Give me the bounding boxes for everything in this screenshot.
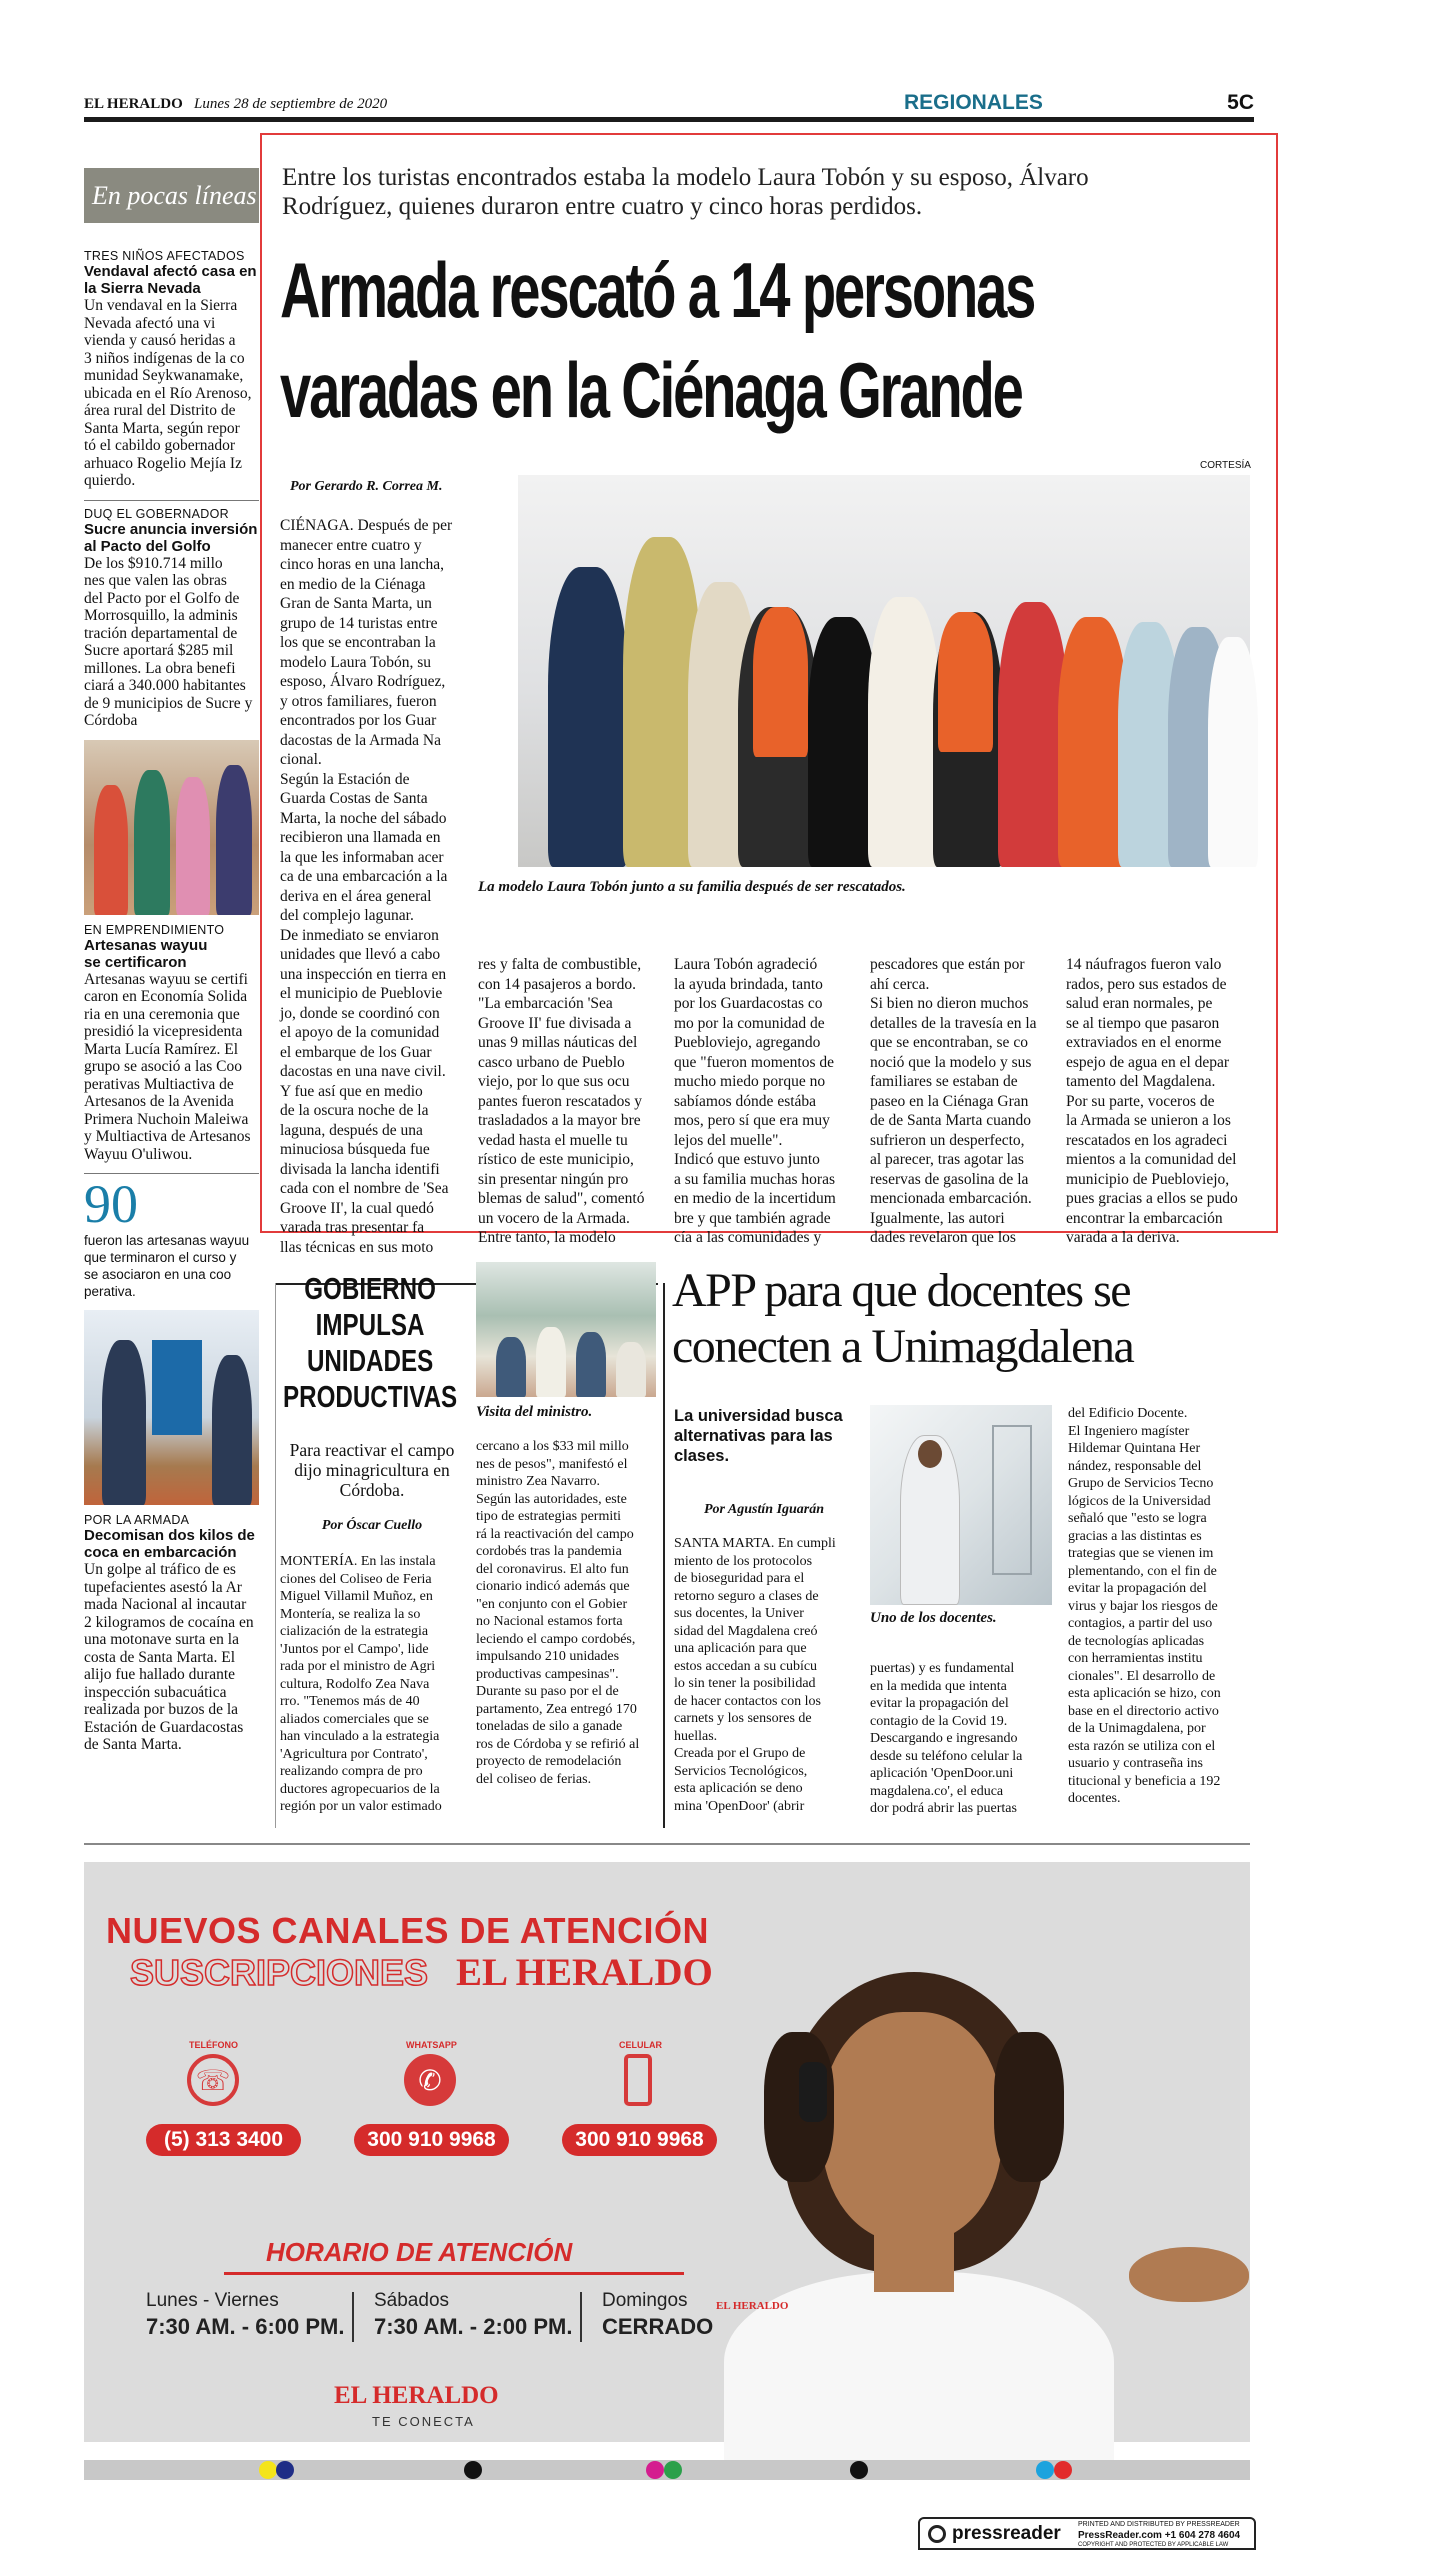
- cell-label: CELULAR: [619, 2040, 662, 2050]
- pressreader-text3: COPYRIGHT AND PROTECTED BY APPLICABLE LAW: [1078, 2542, 1229, 2548]
- hours-day2: Sábados: [374, 2290, 450, 2311]
- side-item3-cat: EN EMPRENDIMIENTO: [84, 922, 225, 937]
- side-item3-body: Artesanas wayuu se certifi caron en Economía Solida ria en una ceremonia que presidió la vicepresidenta Marta Lucía Ramírez. El grupo se asoció a las Coo perativas Multiactiva de Artesanos de la Avenida Primera Nuchoin Maleiwa y Multiactiva de Artesanos Wayuu O'uliwou.: [84, 970, 251, 1163]
- app-col2: puertas) y es fundamental en la medida que intenta evitar la propagación del contagio de la Covid 19. Descargando e ingresando desde su teléfono celular la aplicación 'OpenDoor.uni magdalena.co', el educa dor podrá abrir las puertas: [870, 1661, 1023, 1816]
- subscription-ad: [84, 1862, 1250, 2442]
- header-section: REGIONALES: [904, 91, 1043, 114]
- side-item4-head: Decomisan dos kilos de coca en embarcación: [84, 1527, 255, 1561]
- hours-time3: CERRADO: [602, 2314, 714, 2339]
- app-col3: del Edificio Docente. El Ingeniero magíster Hildemar Quintana Her nández, responsable del Grupo de Servicios Tecno lógicos de la Universidad señaló que "esto se logra gracias a las distintas es trategias que se vienen im plementando, con el fin de evitar la propagación del virus y bajar los riesgos de contagios, a partir del uso de tecnologías aplicadas con herramientas institu cionales". El desarrollo de esta aplicación se hizo, con base en el directorio activo de la Unimagdalena, por esta razón se utiliza con el usuario y contraseña ins titucional y beneficia a 192 docentes.: [1068, 1406, 1221, 1806]
- main-col3: Laura Tobón agradeció la ayuda brindada, tanto por los Guardacostas co mo por la comunidad de Puebloviejo, agregando que "fueron momentos de mucho miedo porque no sabíamos dónde estába mos, pero sí que era muy lejos del muelle". Indicó que estuvo junto a su familia muchas horas en medio de la incertidum bre y que también agrade cía a las comunidades y: [674, 956, 836, 1246]
- pressreader-badge: [918, 2517, 1256, 2550]
- header-paper: EL HERALDO: [84, 96, 183, 112]
- pressreader-text1: PRINTED AND DISTRIBUTED BY PRESSREADER: [1078, 2521, 1240, 2528]
- side-item4-cat: POR LA ARMADA: [84, 1513, 190, 1527]
- pressreader-logo: pressreader: [952, 2523, 1061, 2544]
- side-item1-head: Vendaval afectó casa en la Sierra Nevada: [84, 263, 257, 297]
- phone-number: (5) 313 3400: [146, 2124, 301, 2156]
- pressreader-icon: [928, 2525, 946, 2543]
- app-caption: Uno de los docentes.: [870, 1610, 997, 1626]
- photo-credit: CORTESÍA: [1200, 460, 1251, 471]
- phone-icon: ☏: [187, 2054, 239, 2106]
- gob-col2: cercano a los $33 mil millo nes de pesos", manifestó el ministro Zea Navarro. Según las autoridades, este tipo de estrategias permiti rá la reactivación del campo cordobés tras la pandemia del coronavirus. El alto fun cionario indicó además que "en conjunto con el Gobier no Nacional estamos forta leciendo el campo cordobés, impulsando 210 unidades productivas campesinas". Durante su paso por el de partamento, Zea entregó 170 toneladas de silo a ganade ros de Córdoba y se refirió al proyecto de remodelación del coliseo de ferias.: [476, 1439, 640, 1787]
- whatsapp-label: WHATSAPP: [406, 2040, 457, 2050]
- app-col1: SANTA MARTA. En cumpli miento de los protocolos de bioseguridad para el retorno seguro a clases de sus docentes, la Univer sidad del Magdalena creó una aplicación para que estos accedan a su cubícu lo sin tener la posibilidad de hacer contactos con los carnets y los sensores de huellas. Creada por el Grupo de Servicios Tecnológicos, esta aplicación se deno mina 'OpenDoor' (abrir: [674, 1536, 836, 1814]
- main-headline-wrap: [280, 240, 1280, 455]
- phone-label: TELÉFONO: [189, 2040, 238, 2050]
- main-col1: CIÉNAGA. Después de per manecer entre cuatro y cinco horas en una lancha, en medio de la Ciénaga Gran de Santa Marta, un grupo de 14 turistas entre los que se encontraban la modelo Laura Tobón, su esposo, Álvaro Rodríguez, y otros familiares, fueron encontrados por los Guar dacostas de la Armada Na cional. Según la Estación de Guarda Costas de Santa Marta, la noche del sábado recibieron una llamada en la que les informaban acer ca de una embarcación a la deriva en el área general del complejo lagunar. De inmediato se enviaron unidades que llevó a cabo una inspección en tierra en el municipio de Puebloviе jo, donde se coordinó con el apoyo de la comunidad el embarque de los Guar dacostas en una nave civil. Y fue así que en medio de la oscura noche de la laguna, después de una minuciosa búsqueda fue divisada la lancha identifi cada con el nombre de 'Sea Groove II', la cual quedó varada tras presentar fa llas técnicas en sus moto: [280, 517, 453, 1256]
- shirt-logo: EL HERALDO: [716, 2300, 789, 2312]
- header-page: 5C: [1227, 91, 1254, 114]
- side-item3-head: Artesanas wayuu se certificaron: [84, 936, 208, 971]
- gob-headline: GOBIERNO IMPULSA UNIDADES PRODUCTIVAS: [282, 1271, 458, 1414]
- side-title: En pocas líneas: [84, 168, 259, 223]
- page-header: [84, 88, 1254, 122]
- whatsapp-icon: ✆: [404, 2054, 456, 2106]
- side-item2-body: De los $910.714 millo nes que valen las obras del Pacto por el Golfo de Morrosquillo, la adminis tración departamental de Sucre aportará $285 mil millones. La obra benefi ciará a 340.000 habitantes de 9 municipios de Sucre y Córdoba: [84, 554, 253, 729]
- gob-subhead: Para reactivar el campo dijo minagricultura en Córdoba.: [289, 1440, 455, 1500]
- side-item2-head: Sucre anuncia inversión al Pacto del Golfo: [84, 520, 258, 555]
- side-item4-body: Un golpe al tráfico de es tupefacientes asestó la Ar mada Nacional al incautar 2 kilogramos de cocaína en una motonave surta en la costa de Santa Marta. El alijo fue hallado durante inspección subacuática realizada por buzos de la Estación de Guardacostas de Santa Marta.: [84, 1561, 254, 1753]
- app-photo: [870, 1405, 1052, 1605]
- ad-title2b: EL HERALDO: [456, 1951, 713, 1994]
- side-column: [84, 168, 259, 1848]
- app-byline: Por Agustín Iguarán: [703, 1502, 825, 1517]
- ad-title2a: SUSCRIPCIONES: [130, 1952, 429, 1993]
- gob-caption: Visita del ministro.: [476, 1404, 593, 1420]
- main-headline: Armada rescató a 14 personas varadas en la Ciénaga Grande: [280, 246, 1035, 434]
- side-item1-body: Un vendaval en la Sierra Nevada afectó una vi vienda y causó heridas a 3 niños indígenas de la co munidad Seykwanamake, ubicada en el Río Arenoso, área rural del Distrito de Santa Marta, según repor tó el cabildo gobernador arhuaco Rogelio Mejía Iz quierdo.: [84, 297, 252, 489]
- ad-tagline: TE CONECTA: [372, 2414, 475, 2429]
- side-stat-text: fueron las artesanas wayuu que terminaron el curso y se asociaron en una coo perativa.: [84, 1233, 250, 1299]
- gob-headline-wrap: [280, 1265, 460, 1425]
- main-kicker: Entre los turistas encontrados estaba la modelo Laura Tobón y su esposo, Álvaro Rodríguez, quienes duraron entre cuatro y cinco horas perdidos.: [282, 164, 1089, 220]
- main-photo: [518, 475, 1250, 867]
- main-byline: Por Gerardo R. Correa M.: [290, 479, 443, 494]
- agent-woman-image: [704, 1972, 1124, 2442]
- gob-col1: MONTERÍA. En las instala ciones del Coliseo de Feria Miguel Villamil Muñoz, en Montería, se realiza la so cialización de la estrategia 'Juntos por el Campo', lide rada por el ministro de Agri cultura, Rodolfo Zea Nava rro. "Tenemos más de 40 aliados comerciales que se han vinculado a la estrategia 'Agricultura por Contrato', realizando compra de pro ductores agropecuarios de la región por un valor estimado: [280, 1554, 442, 1814]
- pressreader-text2: PressReader.com +1 604 278 4604: [1078, 2530, 1241, 2541]
- hours-time2: 7:30 AM. - 2:00 PM.: [374, 2314, 573, 2339]
- registration-bar: [84, 2460, 1250, 2480]
- hours-day3: Domingos: [602, 2290, 688, 2311]
- side-item1-cat: TRES NIÑOS AFECTADOS: [84, 249, 245, 263]
- main-col4: pescadores que están por ahí cerca. Si bien no dieron muchos detalles de la travesía en la que se encontraban, se co noció que la modelo y sus familiares se estaban de paseo en la Ciénaga Gran de de Santa Marta cuando sufrieron un desperfecto, al parecer, tras agotar las reservas de gasolina de la mencionada embarcación. Igualmente, las autori dades revelaron que los: [870, 956, 1037, 1246]
- hours-time1: 7:30 AM. - 6:00 PM.: [146, 2314, 345, 2339]
- side-stat-number: 90: [84, 1174, 138, 1234]
- navy-photo: [84, 1310, 259, 1505]
- ad-logo: EL HERALDO: [334, 2382, 499, 2409]
- main-caption: La modelo Laura Tobón junto a su familia después de ser rescatados.: [478, 879, 906, 895]
- ad-title1: NUEVOS CANALES DE ATENCIÓN: [106, 1910, 710, 1951]
- app-subhead: La universidad busca alternativas para las clases.: [674, 1407, 843, 1465]
- whatsapp-number: 300 910 9968: [354, 2124, 509, 2156]
- gob-byline: Por Óscar Cuello: [321, 1518, 423, 1533]
- header-date: Lunes 28 de septiembre de 2020: [194, 96, 388, 112]
- artisans-photo: [84, 740, 259, 915]
- app-headline: APP para que docentes se conecten a Unimagdalena: [672, 1264, 1134, 1373]
- main-col5: 14 náufragos fueron valo rados, pero sus estados de salud eran normales, pe se al tiempo que pasaron extraviados en el enorme espejo de agua en el depar tamento del Magdalena. Por su parte, voceros de la Armada se unieron a los rescatados en los agradeci mientos a la comunidad del municipio de Puebloviejo, pues gracias a ellos se pudo encontrar la embarcación varada a la deriva.: [1066, 956, 1238, 1246]
- cellphone-icon: [624, 2054, 652, 2106]
- hours-day1: Lunes - Viernes: [146, 2290, 279, 2311]
- gob-photo: [476, 1262, 656, 1397]
- main-col2: res y falta de combustible, con 14 pasajeros a bordo. "La embarcación 'Sea Groove II' fue divisada a unas 9 millas náuticas del casco urbano de Pueblo viejo, por lo que sus ocu pantes fueron rescatados y trasladados a la mayor bre vedad hasta el muelle tu rístico de este municipio, sin presentar ningún pro blemas de salud", comentó un vocero de la Armada. Entre tanto, la modelo: [478, 956, 645, 1246]
- hours-title: HORARIO DE ATENCIÓN: [266, 2237, 573, 2267]
- cell-number: 300 910 9968: [562, 2124, 717, 2156]
- side-item2-cat: DUQ EL GOBERNADOR: [84, 506, 229, 521]
